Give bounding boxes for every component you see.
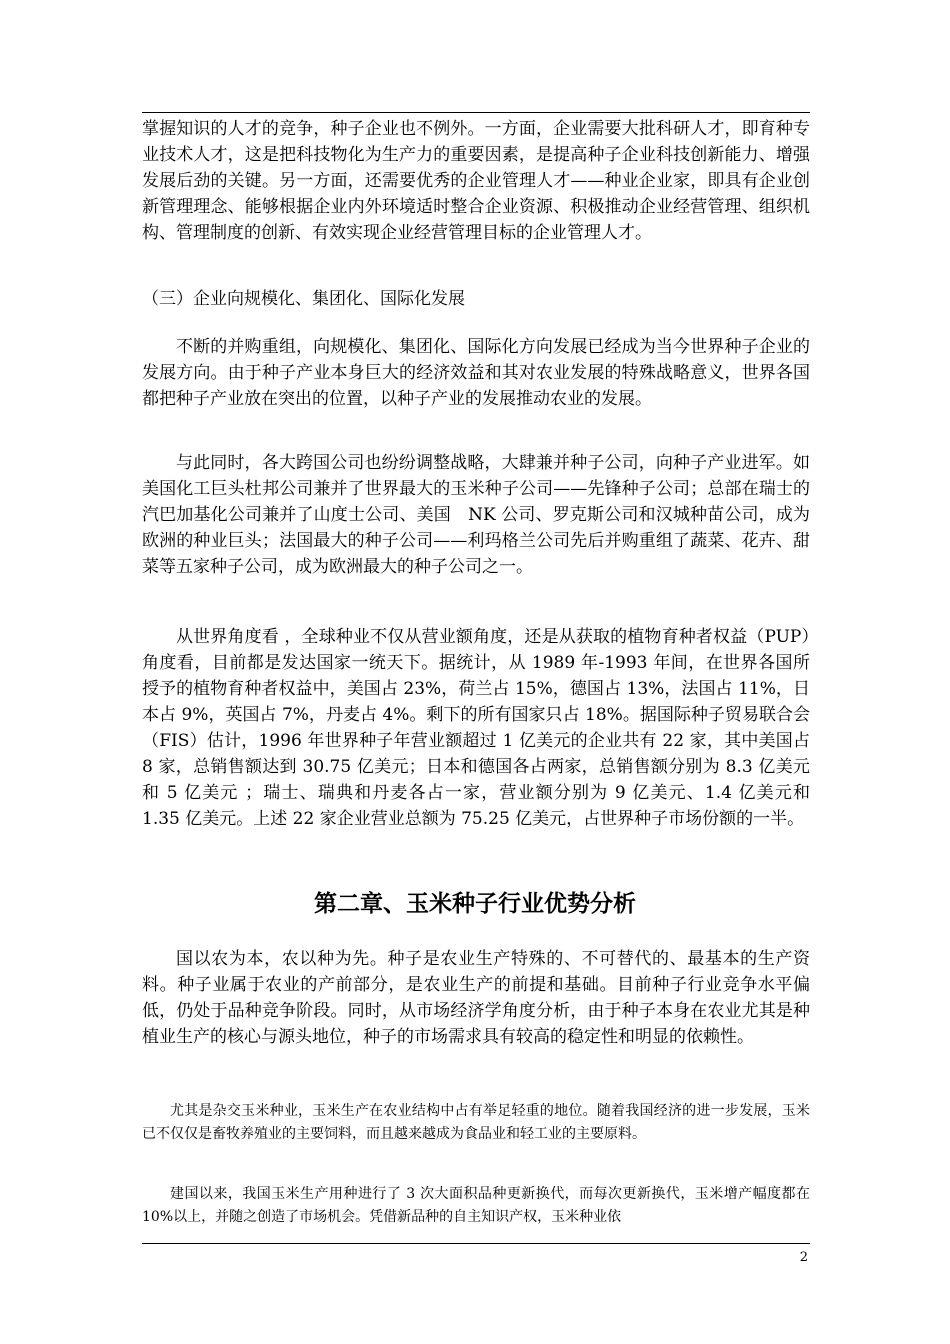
section-heading-scale-development: （三）企业向规模化、集团化、国际化发展 (142, 289, 465, 309)
footer-rule (142, 1243, 810, 1244)
paragraph-mergers-trend: 不断的并购重组，向规模化、集团化、国际化方向发展已经成为当今世界种子企业的发展方向。由于种子产业本身巨大的经济效益和其对农业发展的特殊战略意义，世界各国都把种子产业放在突出的位置，以种子产业的发展推动农业的发展。 (142, 337, 810, 409)
paragraph-variety-renewal: 建国以来，我国玉米生产用种进行了 3 次大面积品种更新换代，而每次更新换代，玉米增产幅度都在 10%以上，并随之创造了市场机会。凭借新品种的自主知识产权，玉米种业依 (142, 1186, 810, 1225)
chapter-heading: 第二章、玉米种子行业优势分析 (314, 891, 636, 917)
paragraph-talent-competition: 掌握知识的人才的竞争，种子企业也不例外。一方面，企业需要大批科研人才，即育种专业技术人才，这是把科技物化为生产力的重要因素，是提高种子企业科技创新能力、增强发展后劲的关键。另一方面，还需要优秀的企业管理人才——种业企业家，即具有企业创新管理理念、能够根据企业内外环境适时整合企业资源、积极推动企业经营管理、组织机构、管理制度的创新、有效实现企业经营管理目标的企业管理人才。 (142, 119, 810, 243)
page-number: 2 (799, 1250, 808, 1265)
paragraph-global-seed-industry: 从世界角度看 ，全球种业不仅从营业额角度，还是从获取的植物育种者权益（PUP）角度看，目前都是发达国家一统天下。据统计，从 1989 年-1993 年间，在世界各国所授予的植物育种者权益中，美国占 23%，荷兰占 15%，德国占 13%，法国占 11%，日本占 9%，英国占 7%，丹麦占 4%。剩下的所有国家只占 18%。据国际种子贸易联合会（FIS）估计，1996 年世界种子年营业额超过 1 亿美元的企业共有 22 家，其中美国占 8 家，总销售额达到 30.75 亿美元；日本和德国各占两家，总销售额分别为 8.3 亿美元和 5 亿美元 ；瑞士、瑞典和丹麦各占一家，营业额分别为 9 亿美元、1.4 亿美元和 1.35 亿美元。上述 22 家企业营业总额为 75.25 亿美元，占世界种子市场份额的一半。 (142, 627, 810, 829)
header-rule (142, 112, 810, 113)
paragraph-multinational-acquisitions: 与此同时，各大跨国公司也纷纷调整战略，大肆兼并种子公司，向种子产业进军。如美国化工巨头杜邦公司兼并了世界最大的玉米种子公司——先锋种子公司；总部在瑞士的汽巴加基化公司兼并了山度士公司、美国 NK 公司、罗克斯公司和汉城种苗公司，成为欧洲的种业巨头；法国最大的种子公司——利玛格兰公司先后并购重组了蔬菜、花卉、甜菜等五家种子公司，成为欧洲最大的种子公司之一。 (142, 453, 810, 577)
paragraph-hybrid-corn: 尤其是杂交玉米种业，玉米生产在农业结构中占有举足轻重的地位。随着我国经济的进一步发展，玉米已不仅仅是畜牧养殖业的主要饲料，而且越来越成为食品业和轻工业的主要原料。 (142, 1103, 810, 1142)
paragraph-agriculture-foundation: 国以农为本，农以种为先。种子是农业生产特殊的、不可替代的、最基本的生产资料。种子业属于农业的产前部分，是农业生产的前提和基础。目前种子行业竞争水平偏低，仍处于品种竞争阶段。同时，从市场经济学角度分析，由于种子本身在农业尤其是种植业生产的核心与源头地位，种子的市场需求具有较高的稳定性和明显的依赖性。 (142, 949, 810, 1047)
